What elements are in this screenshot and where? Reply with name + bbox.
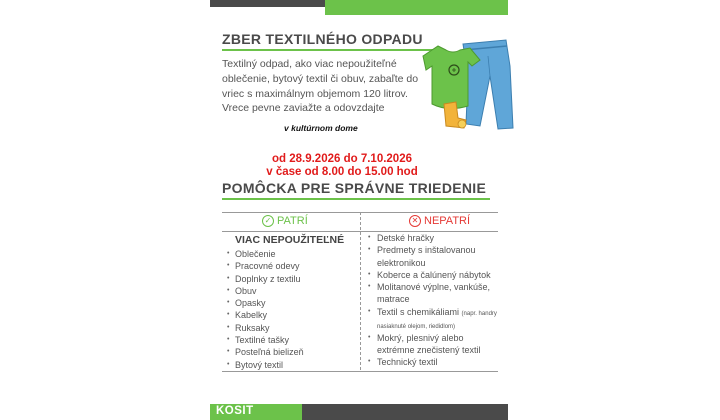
list-item: • Obuv bbox=[227, 285, 304, 297]
clothes-illustration bbox=[418, 36, 518, 136]
list-item-note: (napr. handry nasiaknuté olejom, riedidlom) bbox=[377, 310, 497, 330]
date-range: od 28.9.2026 do 7.10.2026 bbox=[271, 153, 412, 165]
list-item: • Oblečenie bbox=[227, 248, 304, 260]
list-item: • Ruksaky bbox=[227, 322, 304, 334]
no-label: NEPATRÍ bbox=[424, 215, 471, 227]
yes-column-header bbox=[262, 215, 308, 227]
list-item: • Technický textil bbox=[368, 356, 500, 368]
list-item: • Textilné tašky bbox=[227, 334, 304, 346]
list-item: • Predmety s inštalovanou elektronikou bbox=[368, 244, 500, 269]
guide-title: POMÔCKA PRE SPRÁVNE TRIEDENIE bbox=[222, 180, 487, 196]
list-item: • Opasky bbox=[227, 297, 304, 309]
no-column-header bbox=[409, 215, 470, 227]
list-item-text: Textil s chemikáliami bbox=[377, 306, 460, 317]
no-list bbox=[368, 232, 500, 369]
time-range: v čase od 8.00 do 15.00 hod bbox=[266, 166, 418, 178]
yes-label: PATRÍ bbox=[277, 215, 308, 227]
title-underline bbox=[222, 49, 438, 51]
sorting-table bbox=[222, 212, 498, 370]
list-item: • Doplnky z textilu bbox=[227, 273, 304, 285]
yes-list bbox=[227, 248, 304, 371]
guide-underline bbox=[222, 198, 490, 200]
page-title: ZBER TEXTILNÉHO ODPADU bbox=[222, 31, 423, 47]
intro-text: Textilný odpad, ako viac nepoužiteľné oblečenie, bytový textil či obuv, zabaľte do vriec s maximálnym objemom 120 litrov. Vrece pevne zaviažte a odovzdajte bbox=[222, 58, 419, 115]
table-bottom-line bbox=[222, 371, 498, 372]
list-item: • Koberce a čalúnený nábytok bbox=[368, 269, 500, 281]
list-item: • Pracovné odevy bbox=[227, 260, 304, 272]
check-circle-icon: ✓ bbox=[262, 215, 274, 227]
list-item: • Kabelky bbox=[227, 309, 304, 321]
collection-dates bbox=[222, 153, 462, 179]
list-item: • Detské hračky bbox=[368, 232, 500, 244]
top-green-bar bbox=[325, 0, 508, 15]
list-item: • Bytový textil bbox=[227, 359, 304, 371]
kosit-logo: KOSIT bbox=[216, 405, 254, 417]
list-item: • Posteľná bielizeň bbox=[227, 346, 304, 358]
column-divider bbox=[360, 212, 362, 370]
list-item: • Molitanové výplne, vankúše, matrace bbox=[368, 281, 500, 306]
top-dark-bar bbox=[210, 0, 325, 7]
x-circle-icon: ✕ bbox=[409, 215, 421, 227]
yes-heading: VIAC NEPOUŽITEĽNÉ bbox=[235, 234, 345, 246]
list-item bbox=[368, 306, 500, 332]
list-item: • Mokrý, plesnivý alebo extrémne znečistený textil bbox=[368, 332, 500, 357]
collection-place: v kultúrnom dome bbox=[284, 123, 358, 133]
